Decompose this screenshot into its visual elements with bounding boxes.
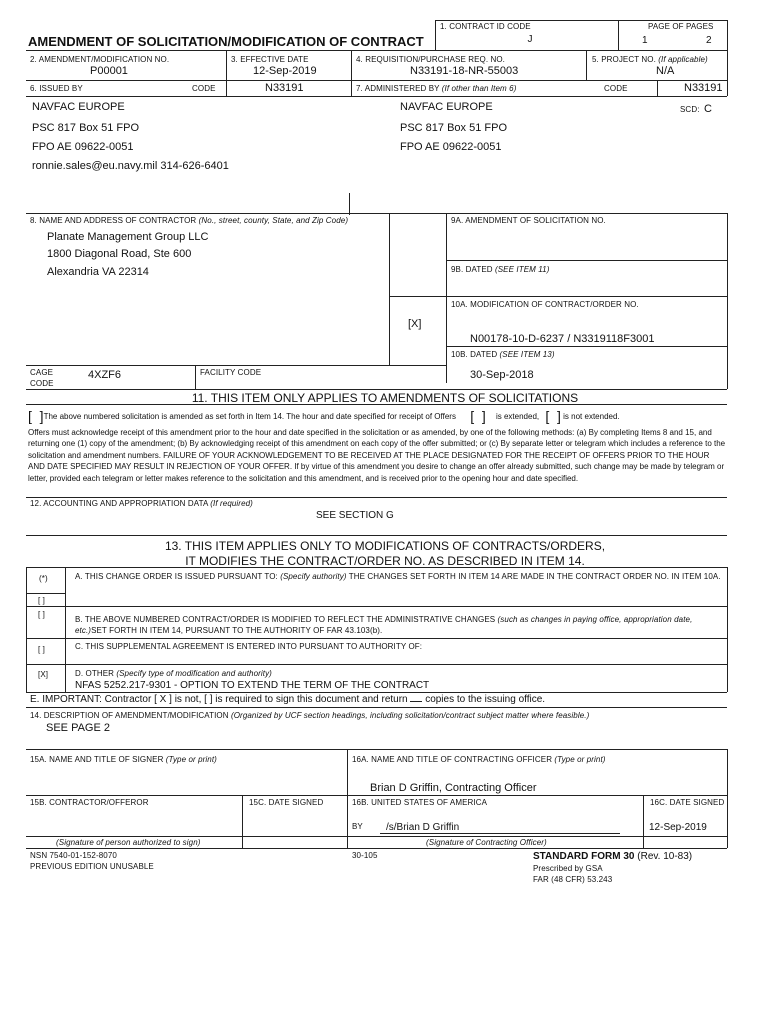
cage-label-line-1: CAGE bbox=[30, 368, 54, 377]
contracting-officer-name: Brian D Griffin, Contracting Officer bbox=[370, 782, 537, 794]
issuer-line-3: FPO AE 09622-0051 bbox=[32, 141, 134, 153]
contractor-offeror-label: 15B. CONTRACTOR/OFFEROR bbox=[30, 798, 149, 807]
scd-label bbox=[680, 99, 712, 117]
admin-changes-text bbox=[75, 614, 725, 636]
dated-9b-label-text: 9B. DATED bbox=[451, 265, 495, 274]
issued-code-field[interactable] bbox=[265, 82, 335, 94]
admin-changes-text-note: (such as changes in paying office, appropriation date, etc.) bbox=[75, 615, 693, 635]
nsn-number: NSN 7540-01-152-8070 bbox=[30, 851, 117, 860]
supplemental-text: C. THIS SUPPLEMENTAL AGREEMENT IS ENTERED INTO PURSUANT TO AUTHORITY OF: bbox=[75, 642, 423, 651]
not-extended-checkbox[interactable]: [ ] bbox=[545, 408, 561, 424]
requisition-label: 4. REQUISITION/PURCHASE REQ. NO. bbox=[356, 55, 506, 64]
issuer-line-2: PSC 817 Box 51 FPO bbox=[32, 122, 139, 134]
cage-code-field[interactable] bbox=[88, 369, 168, 381]
officer-date-value: 12-Sep-2019 bbox=[649, 822, 707, 833]
dated-9b-label-note: (SEE ITEM 11) bbox=[494, 265, 550, 274]
copies-blank[interactable] bbox=[410, 701, 422, 702]
cage-label-line-2: CODE bbox=[30, 379, 54, 388]
signer-name-label-text: 15A. NAME AND TITLE OF SIGNER bbox=[30, 755, 166, 764]
project-no-label-text: 5. PROJECT NO. bbox=[592, 55, 659, 64]
dated-10b-label-text: 10B. DATED bbox=[451, 350, 500, 359]
contractor-address: 1800 Diagonal Road, Ste 600 bbox=[47, 248, 192, 260]
description-value: SEE PAGE 2 bbox=[46, 722, 110, 734]
contracting-officer-label-note: (Type or print) bbox=[554, 755, 606, 764]
requisition-field[interactable] bbox=[410, 65, 570, 77]
united-states-label: 16B. UNITED STATES OF AMERICA bbox=[352, 798, 488, 807]
contractor-name: Planate Management Group LLC bbox=[47, 231, 209, 243]
signer-name-label-note: (Type or print) bbox=[165, 755, 217, 764]
item13-heading-2: IT MODIFIES THE CONTRACT/ORDER NO. AS DESCRIBED IN ITEM 14. bbox=[185, 554, 585, 568]
contractor-city-state: Alexandria VA 22314 bbox=[47, 266, 149, 278]
accounting-label-note: (If required) bbox=[210, 499, 253, 508]
admin-line-2: PSC 817 Box 51 FPO bbox=[400, 122, 507, 134]
signature-person-caption: (Signature of person authorized to sign) bbox=[56, 838, 201, 847]
supplemental-checkbox[interactable]: [ ] bbox=[38, 645, 45, 654]
amendment-solicitation-label: 9A. AMENDMENT OF SOLICITATION NO. bbox=[451, 216, 606, 225]
issuer-email-phone: ronnie.sales@eu.navy.mil 314-626-6401 bbox=[32, 160, 229, 172]
contracting-officer-label-text: 16A. NAME AND TITLE OF CONTRACTING OFFICER bbox=[352, 755, 555, 764]
change-order-text bbox=[75, 571, 725, 582]
admin-changes-text-2: SET FORTH IN ITEM 14, PURSUANT TO THE AUTHORITY OF FAR 43.103(b). bbox=[91, 626, 383, 635]
important-text-b: is not, bbox=[174, 694, 202, 705]
important-line bbox=[30, 694, 545, 705]
admin-changes-checkbox[interactable]: [ ] bbox=[38, 610, 45, 619]
important-text-a: E. IMPORTANT: Contractor bbox=[30, 694, 152, 705]
description-label-text: 14. DESCRIPTION OF AMENDMENT/MODIFICATION bbox=[30, 711, 231, 720]
project-no-label bbox=[592, 55, 708, 64]
signer-name-field[interactable] bbox=[30, 772, 330, 784]
contract-id-field[interactable] bbox=[500, 34, 560, 45]
extended-checkbox[interactable]: [ ] bbox=[470, 408, 486, 424]
other-text bbox=[75, 669, 272, 678]
important-text-d: copies to the issuing office. bbox=[425, 694, 546, 705]
contractor-is-required-checkbox[interactable]: [ ] bbox=[204, 694, 213, 705]
description-label bbox=[30, 711, 589, 720]
scd-label-text: SCD: bbox=[680, 105, 700, 114]
item13-star-label: (*) bbox=[39, 574, 48, 583]
accounting-value: SEE SECTION G bbox=[316, 510, 394, 521]
change-order-checkbox[interactable]: [ ] bbox=[38, 596, 45, 605]
previous-edition-note: PREVIOUS EDITION UNUSABLE bbox=[30, 862, 154, 871]
administered-by-label-note: (If other than Item 6) bbox=[441, 84, 517, 93]
by-label: BY bbox=[352, 822, 363, 831]
officer-signature: /s/Brian D Griffin bbox=[386, 822, 460, 833]
not-extended-text: is not extended. bbox=[563, 412, 620, 421]
total-pages: 2 bbox=[706, 35, 712, 46]
contract-id-label: 1. CONTRACT ID CODE bbox=[440, 22, 531, 31]
standard-form-rev: (Rev. 10-83) bbox=[634, 851, 693, 862]
solicitation-amended-checkbox[interactable]: [ ] bbox=[28, 408, 44, 424]
modification-contract-value: N00178-10-D-6237 / N3319118F3001 bbox=[470, 333, 655, 345]
page-of-pages-label: PAGE OF PAGES bbox=[648, 22, 714, 31]
amendment-no-label: 2. AMENDMENT/MODIFICATION NO. bbox=[30, 55, 170, 64]
admin-code-label: CODE bbox=[604, 84, 628, 93]
page-number: 1 bbox=[642, 35, 648, 46]
item11-heading: 11. THIS ITEM ONLY APPLIES TO AMENDMENTS OF SOLICITATIONS bbox=[191, 391, 579, 405]
contracting-officer-label bbox=[352, 755, 606, 764]
contractor-signature-field[interactable] bbox=[30, 816, 230, 828]
dated-10b-label-note: (SEE ITEM 13) bbox=[499, 350, 555, 359]
issued-code-label: CODE bbox=[192, 84, 216, 93]
contractor-date-label: 15C. DATE SIGNED bbox=[249, 798, 324, 807]
form-title: AMENDMENT OF SOLICITATION/MODIFICATION OF CONTRACT bbox=[28, 34, 424, 49]
admin-line-1: NAVFAC EUROPE bbox=[400, 101, 493, 113]
other-text-1: D. OTHER bbox=[75, 669, 117, 678]
issuer-line-1: NAVFAC EUROPE bbox=[32, 101, 125, 113]
modification-checkbox[interactable]: [X] bbox=[408, 318, 422, 330]
dated-9b-label bbox=[451, 265, 549, 274]
standard-form-name: STANDARD FORM 30 bbox=[533, 851, 635, 862]
effective-date-label: 3. EFFECTIVE DATE bbox=[231, 55, 309, 64]
project-no-field[interactable] bbox=[656, 65, 706, 77]
other-checkbox[interactable]: [X] bbox=[38, 670, 49, 679]
administered-by-label bbox=[356, 84, 516, 93]
contractor-date-field[interactable] bbox=[249, 816, 339, 828]
change-order-text-1: A. THIS CHANGE ORDER IS ISSUED PURSUANT TO: bbox=[75, 572, 281, 581]
far-reference: FAR (48 CFR) 53.243 bbox=[533, 875, 613, 884]
item13-heading-1: 13. THIS ITEM APPLIES ONLY TO MODIFICATIONS OF CONTRACTS/ORDERS, bbox=[164, 539, 606, 553]
signature-officer-caption: (Signature of Contracting Officer) bbox=[426, 838, 547, 847]
modification-contract-label: 10A. MODIFICATION OF CONTRACT/ORDER NO. bbox=[451, 300, 639, 309]
extended-text: is extended, bbox=[495, 412, 540, 421]
project-no-label-note: (If applicable) bbox=[658, 55, 708, 64]
accounting-label bbox=[30, 499, 253, 508]
effective-date-field[interactable] bbox=[253, 65, 343, 77]
form-code: 30-105 bbox=[352, 851, 378, 860]
facility-code-label: FACILITY CODE bbox=[200, 368, 262, 377]
important-text-c: is required to sign this document and return bbox=[215, 694, 408, 705]
amendment-no-field[interactable] bbox=[90, 65, 170, 77]
description-label-note: (Organized by UCF section headings, including solicitation/contract subject matter where feasible.) bbox=[230, 711, 590, 720]
admin-line-3: FPO AE 09622-0051 bbox=[400, 141, 502, 153]
scd-value: C bbox=[703, 103, 712, 115]
prescribed-by: Prescribed by GSA bbox=[533, 864, 603, 873]
administered-by-label-text: 7. ADMINISTERED BY bbox=[356, 84, 442, 93]
other-authority-value: NFAS 5252.217-9301 - OPTION TO EXTEND THE TERM OF THE CONTRACT bbox=[75, 680, 430, 691]
contractor-is-not-checkbox[interactable]: [ X ] bbox=[154, 694, 172, 705]
dated-10b-label bbox=[451, 350, 555, 359]
change-order-text-note: (Specify authority) bbox=[280, 572, 347, 581]
item11-offer-line bbox=[28, 408, 620, 424]
signer-name-label bbox=[30, 755, 217, 764]
admin-changes-text-1: B. THE ABOVE NUMBERED CONTRACT/ORDER IS MODIFIED TO REFLECT THE ADMINISTRATIVE CHANGES bbox=[75, 615, 498, 624]
dated-10b-value: 30-Sep-2018 bbox=[470, 369, 534, 381]
change-order-text-2: THE CHANGES SET FORTH IN ITEM 14 ARE MADE IN THE CONTRACT ORDER NO. IN ITEM 10A. bbox=[346, 572, 721, 581]
item11-instructions: Offers must acknowledge receipt of this amendment prior to the hour and date specified in the solicitation or as amended, by one of the following methods: (a) By completing Items 8 and 15, and returning one (1) copy of the amendment; (b) By acknowledging receipt of this amendment on each copy of the offer submitted; or (c) By separate letter or telegram which includes a reference to the solicitation and amendment numbers. FAILURE OF YOUR ACKNOWLEDGEMENT TO BE RECEIVED AT THE PLACE DESIGNATED FOR THE RECEIPT OF OFFERS PRIOR TO THE HOUR AND DATE SPECIFIED MAY RESULT IN REJECTION OF YOUR OFFER. If by virtue of this amendment you desire to change an offer already submitted, such change may be made by telegram or letter, provided each telegram or letter makes reference to the solicitation and this amendment, and is received prior to the opening hour and date specified. bbox=[28, 428, 726, 483]
accounting-label-text: 12. ACCOUNTING AND APPROPRIATION DATA bbox=[30, 499, 211, 508]
issued-by-label: 6. ISSUED BY bbox=[30, 84, 83, 93]
officer-date-label: 16C. DATE SIGNED bbox=[650, 798, 725, 807]
admin-code-field[interactable] bbox=[684, 82, 728, 94]
contractor-label bbox=[30, 216, 348, 225]
standard-form-title bbox=[533, 851, 692, 862]
item11-offer-text: The above numbered solicitation is amended as set forth in Item 14. The hour and date specified for receipt of Offers bbox=[43, 412, 456, 421]
contractor-label-note: (No., street, county, State, and Zip Code) bbox=[198, 216, 349, 225]
contractor-label-text: 8. NAME AND ADDRESS OF CONTRACTOR bbox=[30, 216, 199, 225]
other-text-note: (Specify type of modification and authority) bbox=[116, 669, 272, 678]
